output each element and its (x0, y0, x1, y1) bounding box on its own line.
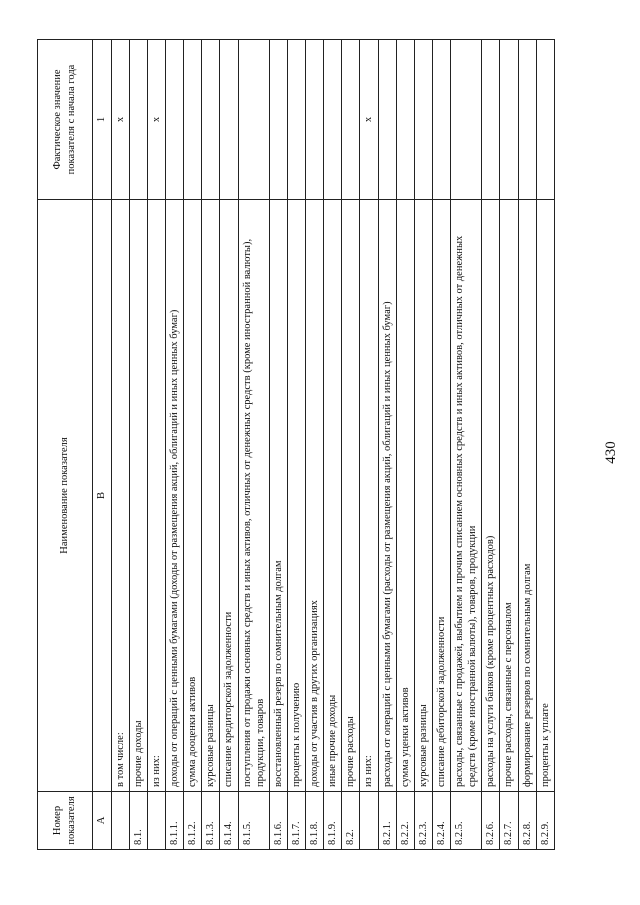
table-row (147, 40, 165, 850)
row-code: 8.2.3. (414, 792, 432, 850)
table-row (396, 40, 414, 850)
row-value (432, 40, 450, 200)
row-value (324, 40, 342, 200)
row-code (147, 792, 165, 850)
row-code: 8.1.1. (166, 792, 184, 850)
row-value (342, 40, 360, 200)
row-value (220, 40, 238, 200)
col-letter-value: 1 (93, 40, 112, 200)
row-value: х (147, 40, 165, 200)
table-row (166, 40, 184, 850)
row-value: х (111, 40, 129, 200)
row-code: 8.2.1. (378, 792, 396, 850)
row-value (500, 40, 518, 200)
table-row (111, 40, 129, 850)
row-code: 8.1.5. (238, 792, 269, 850)
row-name: иные прочие доходы (324, 200, 342, 792)
table-row (360, 40, 378, 850)
row-value (414, 40, 432, 200)
row-code: 8.1.3. (202, 792, 220, 850)
row-value (378, 40, 396, 200)
table-row (202, 40, 220, 850)
row-code: 8.2.9. (536, 792, 554, 850)
row-name: доходы от операций с ценными бумагами (доходы от размещения акций, облигаций и иных ценных бумаг) (166, 200, 184, 792)
row-name: в том числе: (111, 200, 129, 792)
table-row (432, 40, 450, 850)
row-code: 8.2.6. (482, 792, 500, 850)
col-letter-number: А (93, 792, 112, 850)
table-row (482, 40, 500, 850)
table-row (129, 40, 147, 850)
row-code: 8.1.7. (287, 792, 305, 850)
row-name: поступления от продажи основных средств и иных активов, отличных от денежных средств (кроме иностранной валюты), продукции, товаров (238, 200, 269, 792)
header-number: Номер показателя (38, 792, 93, 850)
page-number: 430 (603, 441, 619, 464)
row-value (269, 40, 287, 200)
row-name: из них: (360, 200, 378, 792)
table-row (287, 40, 305, 850)
table-header-row (38, 40, 93, 850)
row-name: доходы от участия в других организациях (306, 200, 324, 792)
table-body (111, 40, 554, 850)
row-code: 8.1.9. (324, 792, 342, 850)
row-name: восстановленный резерв по сомнительным долгам (269, 200, 287, 792)
row-code: 8.2. (342, 792, 360, 850)
table-row (414, 40, 432, 850)
row-code: 8.2.4. (432, 792, 450, 850)
table-row (324, 40, 342, 850)
row-value (287, 40, 305, 200)
table-row (342, 40, 360, 850)
column-letters-row (93, 40, 112, 850)
row-value (184, 40, 202, 200)
row-name: расходы на услуги банков (кроме процентных расходов) (482, 200, 500, 792)
table-row (238, 40, 269, 850)
row-value: х (360, 40, 378, 200)
row-name: сумма дооценки активов (184, 200, 202, 792)
row-name: из них: (147, 200, 165, 792)
row-code: 8.1. (129, 792, 147, 850)
table-row (518, 40, 536, 850)
row-name: формирование резервов по сомнительным долгам (518, 200, 536, 792)
row-value (482, 40, 500, 200)
row-value (129, 40, 147, 200)
table-row (184, 40, 202, 850)
row-code: 8.1.6. (269, 792, 287, 850)
row-code (360, 792, 378, 850)
row-code: 8.1.4. (220, 792, 238, 850)
row-name: прочие доходы (129, 200, 147, 792)
table-row (378, 40, 396, 850)
row-code: 8.2.8. (518, 792, 536, 850)
row-name: курсовые разницы (202, 200, 220, 792)
row-code: 8.1.2. (184, 792, 202, 850)
row-name: расходы от операций с ценными бумагами (расходы от размещения акций, облигаций и иных ценных бумаг) (378, 200, 396, 792)
row-name: прочие расходы (342, 200, 360, 792)
row-name: курсовые разницы (414, 200, 432, 792)
table-row (220, 40, 238, 850)
header-name: Наименование показателя (38, 200, 93, 792)
row-value (518, 40, 536, 200)
row-code: 8.2.5. (451, 792, 482, 850)
row-name: расходы, связанные с продажей, выбытием и прочим списанием основных средств и иных активов, отличных от денежных средств (кроме иностранной валюты), товаров, продукции (451, 200, 482, 792)
row-value (396, 40, 414, 200)
row-code (111, 792, 129, 850)
row-code: 8.2.2. (396, 792, 414, 850)
col-letter-name: В (93, 200, 112, 792)
row-code: 8.1.8. (306, 792, 324, 850)
row-name: проценты к получению (287, 200, 305, 792)
table-row (269, 40, 287, 850)
table-row (500, 40, 518, 850)
row-value (306, 40, 324, 200)
row-name: списание кредиторской задолженности (220, 200, 238, 792)
row-value (202, 40, 220, 200)
table-row (451, 40, 482, 850)
header-value: Фактическое значение показателя с начала года (38, 40, 93, 200)
table-row (536, 40, 554, 850)
row-value (536, 40, 554, 200)
row-code: 8.2.7. (500, 792, 518, 850)
row-name: сумма уценки активов (396, 200, 414, 792)
row-value (451, 40, 482, 200)
row-value (238, 40, 269, 200)
row-value (166, 40, 184, 200)
row-name: списание дебиторской задолженности (432, 200, 450, 792)
table-row (306, 40, 324, 850)
row-name: прочие расходы, связанные с персоналом (500, 200, 518, 792)
indicators-table (37, 39, 555, 850)
row-name: проценты к уплате (536, 200, 554, 792)
